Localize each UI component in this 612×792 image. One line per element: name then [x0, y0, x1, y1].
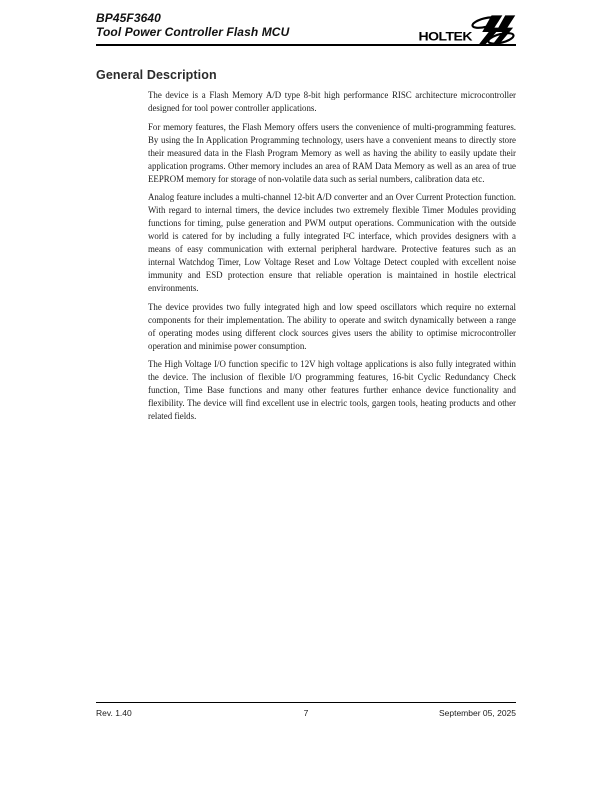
page-number: 7	[303, 708, 309, 718]
page-footer	[96, 702, 516, 718]
holtek-logo-text: HOLTEK	[418, 29, 472, 43]
body-paragraph: Analog feature includes a multi-channel 12-bit A/D converter and an Over Current Protection function. With regard to internal timers, the device includes two extremely flexible Timer Modules providing functions for timing, pulse generation and PWM output operations. Communication with the outside world is catered for by including a fully integrated I²C interface, which provides designers with a means of easy communication with external peripheral hardware. Protective features such as an internal Watchdog Timer, Low Voltage Reset and Low Voltage Detect coupled with excellent noise immunity and ESD protection ensure that reliable operation is maintained in hostile electrical environments.	[148, 192, 516, 293]
body-text-block	[148, 89, 516, 423]
holtek-wings-icon	[470, 14, 516, 47]
page-header	[96, 12, 516, 47]
body-paragraph: The High Voltage I/O function specific to 12V high voltage applications is also fully integrated within the device. The inclusion of flexible I/O programming features, 16-bit Cyclic Redundancy Check function, Time Base functions and many other features further enhance device functionality and flexibility. The device will find excellent use in electric tools, gargen tools, heating products and other related fields.	[148, 359, 516, 421]
body-paragraph: For memory features, the Flash Memory offers users the convenience of multi-programming features. By using the In Application Programming technology, users have a convenient means to directly store their measured data in the Flash Program Memory as well as having the ability to easily update their application programs. Other memory includes an area of RAM Data Memory as well as an area of true EEPROM memory for storage of non-volatile data such as serial numbers, calibration data etc.	[148, 121, 516, 184]
revision-label: Rev. 1.40	[96, 708, 132, 718]
holtek-logo	[418, 14, 516, 47]
body-paragraph: The device provides two fully integrated high and low speed oscillators which require no external components for their implementation. The ability to operate and switch dynamically between a range of operating modes using different clock sources gives users the ability to optimise microcontroller operation and minimise power consumption.	[148, 301, 516, 351]
body-paragraph: The device is a Flash Memory A/D type 8-bit high performance RISC architecture microcontroller designed for tool power controller applications.	[148, 90, 516, 113]
part-number: BP45F3640	[96, 11, 161, 25]
header-titles	[96, 12, 289, 39]
section-title: General Description	[96, 68, 217, 82]
main-content	[96, 68, 516, 429]
document-subtitle: Tool Power Controller Flash MCU	[96, 24, 290, 39]
footer-row	[96, 703, 516, 718]
date-label: September 05, 2025	[438, 708, 516, 718]
header-divider	[96, 44, 516, 46]
